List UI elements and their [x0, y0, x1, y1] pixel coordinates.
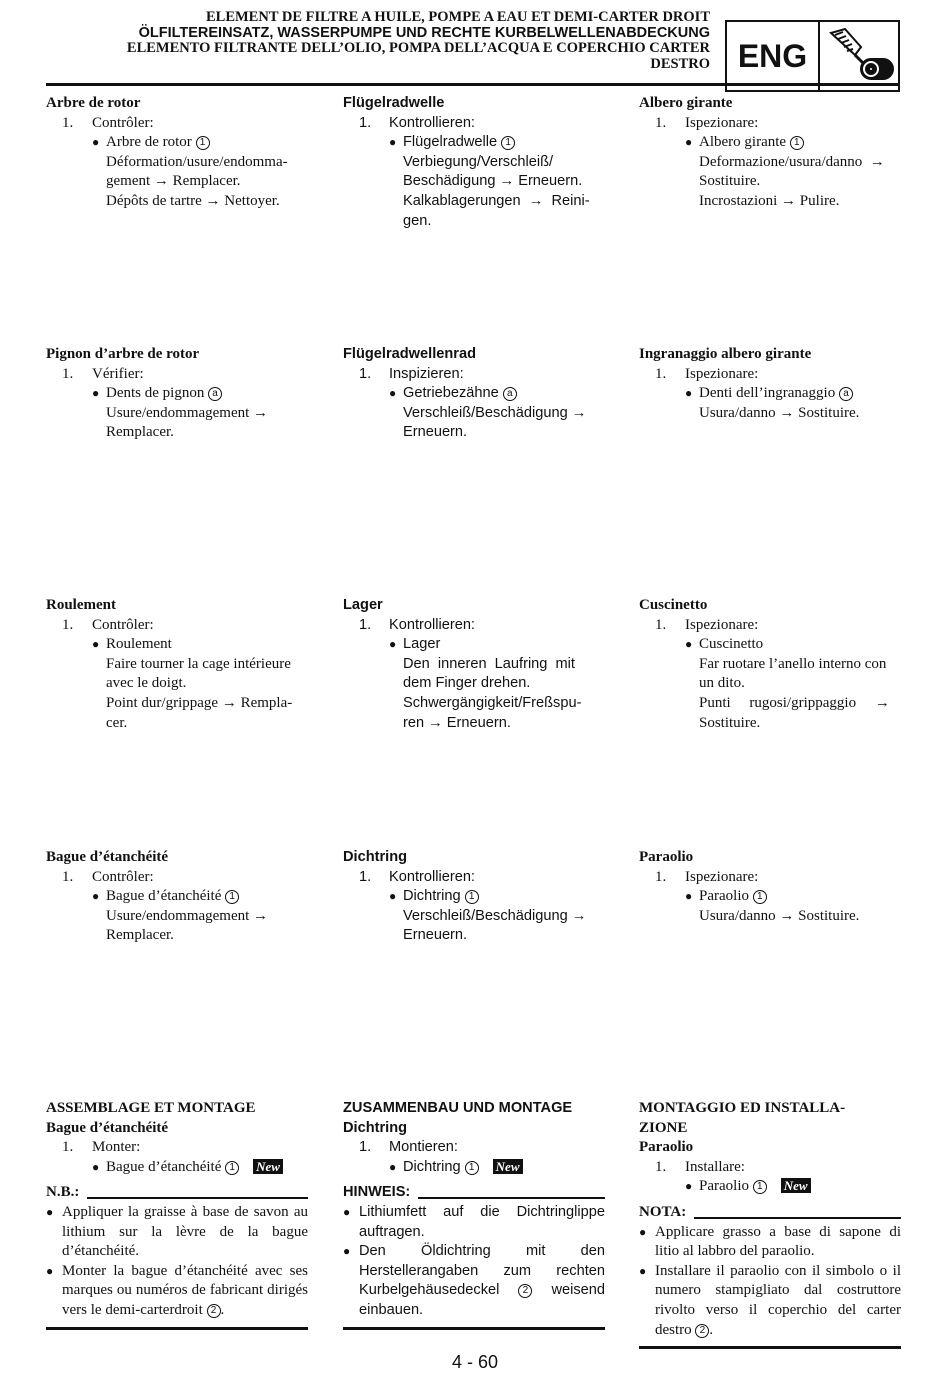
- step: [639, 868, 901, 888]
- detail-line: un dito.: [699, 675, 745, 692]
- bullet-icon: ●: [343, 1244, 351, 1259]
- detail-line: gement → Remplacer.: [106, 173, 241, 190]
- detail-line: ren → Erneuern.: [403, 714, 511, 731]
- item-label: Lager: [403, 636, 441, 653]
- note-rule: [694, 1217, 901, 1219]
- step: [639, 1158, 901, 1178]
- section-title: Flügelradwellenrad: [343, 346, 476, 362]
- section-title: Pignon d’arbre de rotor: [46, 346, 200, 362]
- detail-line: gen.: [403, 212, 432, 229]
- step-number: 1.: [359, 365, 372, 382]
- step-number: 1.: [62, 616, 74, 633]
- it-assembly-section: [639, 1099, 901, 1349]
- bullet-icon: ●: [639, 1263, 647, 1278]
- detail-line: Erneuern.: [403, 424, 468, 441]
- detail-line: Remplacer.: [106, 927, 174, 944]
- section-heading: ZUSAMMENBAU UND MONTAGE: [343, 1100, 573, 1116]
- bullet-icon: ●: [389, 135, 397, 150]
- note-end-rule: [343, 1327, 605, 1330]
- detail-line: Faire tourner la cage intérieure: [106, 655, 291, 672]
- note-bullet: [639, 1223, 901, 1262]
- it-seal-section: [639, 848, 901, 926]
- bullet-icon: ●: [46, 1204, 54, 1219]
- it-gear-section: [639, 345, 901, 423]
- bullet-icon: ●: [639, 1224, 647, 1239]
- bullet-icon: ●: [343, 1204, 351, 1219]
- callout-1-icon: 1: [753, 890, 767, 904]
- bullet-item: [46, 384, 308, 404]
- step-label: Contrôler:: [92, 868, 154, 885]
- item-label: Cuscinetto: [699, 636, 764, 653]
- note-rule: [87, 1197, 308, 1199]
- callout-a-icon: a: [839, 387, 853, 401]
- section-title: Dichtring: [343, 849, 408, 865]
- step: [46, 868, 308, 888]
- callout-1-icon: 1: [225, 1161, 239, 1175]
- item-label: Dents de pignon: [106, 385, 205, 402]
- note-bullet: ● Installare il paraolio con il simbolo o il numero stampigliato dal costruttore rivolto verso il coperchio del carter destro 2 .: [639, 1262, 901, 1338]
- note-text-end: weisend einbauen.: [359, 1282, 605, 1318]
- note-header: [343, 1183, 605, 1203]
- note-title: N.B.:: [46, 1184, 80, 1201]
- header-rule: [46, 83, 900, 86]
- detail-line: Verschleiß/Beschädigung →: [403, 404, 587, 421]
- new-part-badge: New: [493, 1159, 523, 1174]
- bullet-icon: ●: [92, 135, 100, 150]
- detail-line: Verschleiß/Beschädigung →: [403, 907, 587, 924]
- step-number: 1.: [62, 365, 74, 382]
- fr-gear-section: [46, 345, 308, 443]
- bullet-icon: ●: [389, 889, 397, 904]
- bullet-icon: ●: [685, 889, 693, 904]
- bullet-icon: ●: [389, 1159, 397, 1174]
- bullet-icon: ●: [389, 637, 397, 652]
- callout-1-icon: 1: [465, 890, 479, 904]
- header-title-fr: ELEMENT DE FILTRE A HUILE, POMPE A EAU ET DEMI-CARTER DROIT: [205, 9, 710, 25]
- item-label: Getriebezähne: [403, 385, 499, 402]
- section-title: Roulement: [46, 597, 116, 613]
- step-label: Contrôler:: [92, 616, 154, 633]
- detail-line: Erneuern.: [403, 927, 468, 944]
- section-heading-cont: ZIONE: [639, 1119, 688, 1136]
- step-number: 1.: [359, 114, 372, 131]
- bullet-item: [343, 384, 605, 404]
- section-title: Lager: [343, 597, 383, 613]
- bullet-item: [639, 887, 901, 907]
- note-text: Appliquer la graisse à base de savon au lithium sur la lèvre de la bague d’étanchéité.: [62, 1203, 308, 1260]
- new-part-badge: New: [253, 1159, 283, 1174]
- step-number: 1.: [655, 1158, 667, 1175]
- it-bearing-section: [639, 596, 901, 733]
- detail-line: Schwergängigkeit/Freßspu-: [403, 694, 582, 711]
- note-text: Lithiumfett auf die Dichtringlippe auftragen.: [359, 1203, 605, 1240]
- callout-2-icon: 2: [518, 1284, 532, 1298]
- section-title: Bague d’étanchéité: [46, 849, 169, 865]
- bullet-icon: ●: [46, 1263, 54, 1278]
- page-header: [46, 10, 900, 84]
- item-label: Flügelradwelle: [403, 134, 498, 151]
- item-label: Denti dell’ingranaggio: [699, 385, 836, 402]
- bullet-icon: ●: [685, 637, 693, 652]
- de-bearing-section: [343, 596, 605, 733]
- de-rotor-section: [343, 94, 605, 231]
- fr-rotor-section: [46, 94, 308, 212]
- bullet-item: [639, 384, 901, 404]
- detail-line: Sostituire.: [699, 714, 761, 731]
- callout-a-icon: a: [208, 387, 222, 401]
- bullet-item: [639, 133, 901, 153]
- note-text: Installare il paraolio con il simbolo o il numero stampigliato dal costruttore rivolto verso il coperchio del carter destro: [655, 1262, 901, 1338]
- detail-line: Kalkablagerungen → Reini-: [403, 192, 590, 209]
- bullet-icon: ●: [685, 135, 693, 150]
- step-number: 1.: [359, 868, 372, 885]
- section-title: Albero girante: [639, 95, 733, 111]
- page-number: 4 - 60: [451, 1352, 499, 1372]
- section-title: Arbre de rotor: [46, 95, 141, 111]
- step-label: Kontrollieren:: [389, 114, 475, 131]
- bullet-item: [46, 1158, 308, 1178]
- wrench-tool-icon: [820, 22, 898, 90]
- item-label: Bague d’étanchéité: [106, 888, 222, 905]
- bullet-item: [343, 635, 605, 655]
- note-header: [46, 1183, 308, 1203]
- detail-line: Usura/danno → Sostituire.: [699, 404, 860, 421]
- note-bullet: [46, 1203, 308, 1262]
- step-label: Ispezionare:: [685, 114, 759, 131]
- callout-1-icon: 1: [753, 1180, 767, 1194]
- note-bullet: [343, 1203, 605, 1242]
- bullet-icon: ●: [389, 386, 397, 401]
- step: [343, 1138, 605, 1158]
- detail-line: Sostituire.: [699, 173, 761, 190]
- item-label: Arbre de rotor: [106, 134, 192, 151]
- step: [639, 114, 901, 134]
- step-label: Kontrollieren:: [389, 868, 475, 885]
- note-end-rule: [46, 1327, 308, 1330]
- item-label: Dichtring: [403, 888, 461, 905]
- callout-1-icon: 1: [196, 136, 210, 150]
- bullet-icon: ●: [92, 889, 100, 904]
- note-header: [639, 1203, 901, 1223]
- callout-1-icon: 1: [465, 1161, 479, 1175]
- detail-line: Point dur/grippage → Rempla-: [106, 694, 293, 711]
- callout-2-icon: 2: [207, 1304, 221, 1318]
- note-bullet: [343, 1242, 605, 1320]
- step: [343, 868, 605, 888]
- step-label: Ispezionare:: [685, 868, 759, 885]
- step: [639, 616, 901, 636]
- item-label: Roulement: [106, 636, 172, 653]
- step: [343, 114, 605, 134]
- step: [46, 1138, 308, 1158]
- detail-line: Beschädigung → Erneuern.: [403, 173, 583, 190]
- step-label: Monter:: [92, 1139, 141, 1156]
- note-text: Applicare grasso a base di sapone di litio al labbro del paraolio.: [655, 1223, 901, 1260]
- bullet-icon: ●: [92, 386, 100, 401]
- header-title-it: ELEMENTO FILTRANTE DELL’OLIO, POMPA DELL’ACQUA E COPERCHIO CARTER: [126, 40, 710, 56]
- note-text: Den Öldichtring mit den Herstellerangaben zum rechten Kurbelgehäusedeckel: [359, 1243, 605, 1299]
- detail-line: dem Finger drehen.: [403, 675, 531, 692]
- eng-label: ENG: [727, 22, 820, 90]
- note-bullet: ● Monter la bague d’étanchéité avec ses marques ou numéros de fabricant dirigés vers le demi-carterdroit 2 .: [46, 1262, 308, 1318]
- step-label: Installare:: [685, 1158, 745, 1175]
- step-number: 1.: [62, 1139, 74, 1156]
- bullet-item: [343, 133, 605, 153]
- item-label: Dichtring: [403, 1158, 461, 1175]
- section-title: Ingranaggio albero girante: [639, 346, 812, 362]
- detail-line: Far ruotare l’anello interno con: [699, 655, 887, 672]
- step-label: Contrôler:: [92, 114, 154, 131]
- callout-1-icon: 1: [501, 136, 515, 150]
- header-titles: [127, 10, 710, 72]
- bullet-icon: ●: [685, 386, 693, 401]
- bullet-icon: ●: [92, 637, 100, 652]
- step-number: 1.: [62, 114, 74, 131]
- step: [639, 365, 901, 385]
- step-label: Ispezionare:: [685, 616, 759, 633]
- detail-line: Incrostazioni → Pulire.: [699, 192, 840, 209]
- section-title: Paraolio: [639, 1139, 694, 1156]
- section-heading: MONTAGGIO ED INSTALLA-: [639, 1100, 846, 1116]
- detail-line: avec le doigt.: [106, 675, 187, 692]
- step: [46, 114, 308, 134]
- note-end-rule: [639, 1346, 901, 1349]
- detail-line: Déformation/usure/endomma-: [106, 153, 288, 170]
- callout-1-icon: 1: [790, 136, 804, 150]
- header-title-it-cont: DESTRO: [650, 55, 710, 72]
- step: [343, 365, 605, 385]
- fr-bearing-section: [46, 596, 308, 733]
- detail-line: Usura/danno → Sostituire.: [699, 907, 860, 924]
- step-number: 1.: [359, 1139, 372, 1156]
- it-rotor-section: [639, 94, 901, 212]
- detail-line: Deformazione/usura/danno →: [699, 153, 885, 170]
- callout-2-icon: 2: [695, 1324, 709, 1338]
- detail-line: Remplacer.: [106, 424, 174, 441]
- bullet-item: [639, 1177, 901, 1197]
- note-rule: [418, 1197, 605, 1199]
- step-number: 1.: [655, 365, 667, 382]
- bullet-item: [343, 887, 605, 907]
- bullet-item: [639, 635, 901, 655]
- section-badge: [725, 20, 900, 92]
- de-assembly-section: [343, 1099, 605, 1330]
- header-title-de: ÖLFILTEREINSATZ, WASSERPUMPE UND RECHTE KURBELWELLENABDECKUNG: [138, 24, 710, 41]
- fr-seal-section: [46, 848, 308, 946]
- item-label: Bague d’étanchéité: [106, 1158, 222, 1175]
- detail-line: Usure/endommagement →: [106, 907, 269, 924]
- bullet-item: [46, 887, 308, 907]
- bullet-icon: ●: [685, 1179, 693, 1194]
- detail-line: Punti rugosi/grippaggio →: [699, 694, 890, 711]
- section-title: Flügelradwelle: [343, 95, 445, 111]
- note-text: Monter la bague d’étanchéité avec ses marques ou numéros de fabricant dirigés vers le demi-carterdroit: [62, 1262, 308, 1318]
- step: [46, 365, 308, 385]
- fr-assembly-section: [46, 1099, 308, 1330]
- bullet-item: [46, 133, 308, 153]
- note-title: HINWEIS:: [343, 1184, 411, 1201]
- step-label: Vérifier:: [92, 365, 144, 382]
- callout-1-icon: 1: [225, 890, 239, 904]
- detail-line: Usure/endommagement →: [106, 404, 269, 421]
- detail-line: cer.: [106, 714, 128, 731]
- de-seal-section: [343, 848, 605, 946]
- section-title: Paraolio: [639, 849, 694, 865]
- step-number: 1.: [655, 616, 667, 633]
- step-number: 1.: [62, 868, 74, 885]
- bullet-icon: ●: [92, 1159, 100, 1174]
- step-number: 1.: [655, 114, 667, 131]
- step-label: Inspizieren:: [389, 365, 464, 382]
- step-label: Ispezionare:: [685, 365, 759, 382]
- bullet-item: [343, 1158, 605, 1178]
- bullet-item: [46, 635, 308, 655]
- detail-line: Verbiegung/Verschleiß/: [403, 153, 554, 170]
- detail-line: Dépôts de tartre → Nettoyer.: [106, 192, 280, 209]
- step-number: 1.: [359, 616, 372, 633]
- item-label: Albero girante: [699, 134, 787, 151]
- section-title: Bague d’étanchéité: [46, 1119, 169, 1136]
- step-label: Kontrollieren:: [389, 616, 475, 633]
- step-label: Montieren:: [389, 1139, 458, 1156]
- note-title: NOTA:: [639, 1203, 687, 1220]
- detail-line: Den inneren Laufring mit: [403, 655, 575, 672]
- section-title: Cuscinetto: [639, 597, 708, 613]
- step: [343, 616, 605, 636]
- step: [46, 616, 308, 636]
- new-part-badge: New: [781, 1178, 811, 1193]
- step-number: 1.: [655, 868, 667, 885]
- de-gear-section: [343, 345, 605, 443]
- item-label: Paraolio: [699, 1178, 749, 1195]
- callout-a-icon: a: [503, 387, 517, 401]
- section-title: Dichtring: [343, 1119, 408, 1136]
- item-label: Paraolio: [699, 888, 749, 905]
- section-heading: ASSEMBLAGE ET MONTAGE: [46, 1100, 256, 1116]
